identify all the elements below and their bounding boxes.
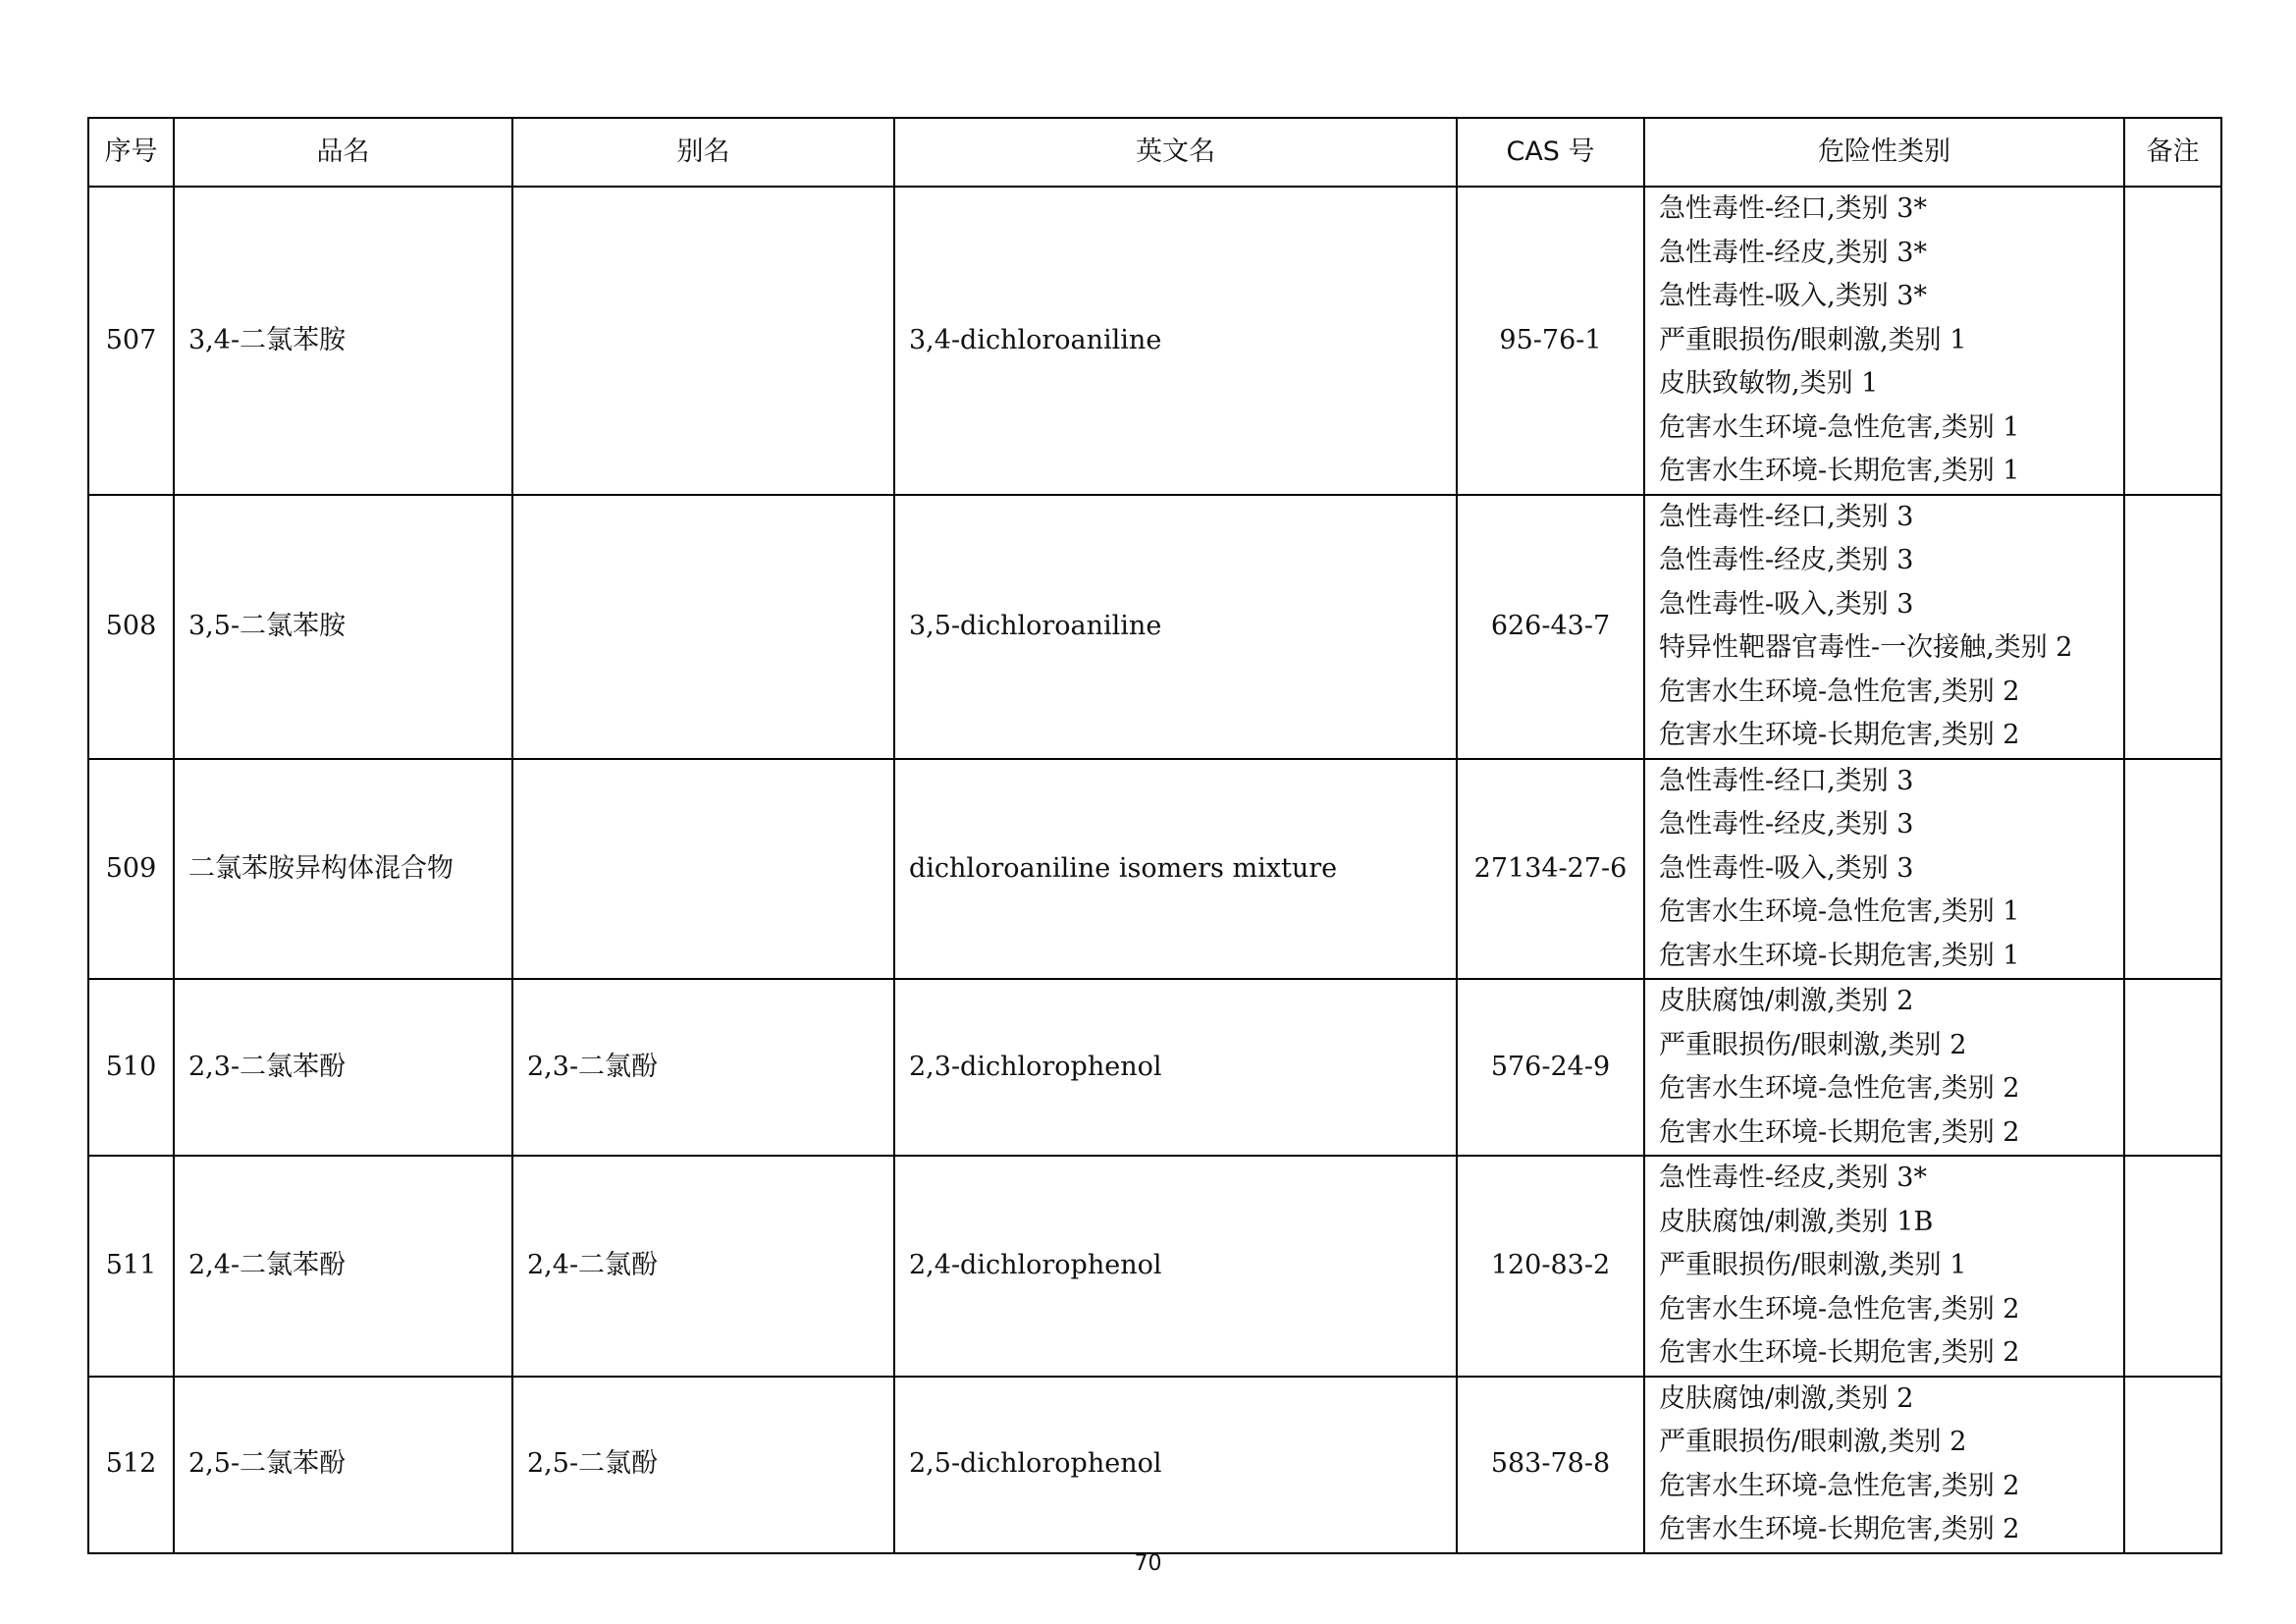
- hazard-class-line: 急性毒性-经皮,类别 3*: [1659, 1163, 1927, 1193]
- hazard-class-line: 严重眼损伤/眼刺激,类别 2: [1659, 1029, 1967, 1060]
- hazard-class-line: 危害水生环境-急性危害,类别 2: [1659, 1073, 2020, 1104]
- table-row: [88, 1156, 2221, 1377]
- cell-serial-number: 507: [88, 187, 174, 495]
- hazard-class-line: 危害水生环境-急性危害,类别 1: [1659, 411, 2020, 443]
- hazard-class-line: 急性毒性-经口,类别 3: [1659, 501, 1914, 532]
- cell-alias: [512, 187, 894, 495]
- cell-note: [2124, 187, 2221, 495]
- cell-cas-number: 27134-27-6: [1457, 759, 1644, 980]
- cell-cas-number: 626-43-7: [1457, 495, 1644, 759]
- hazard-class-line: 危害水生环境-急性危害,类别 1: [1659, 896, 2020, 927]
- page-number: 70: [1134, 1551, 1162, 1576]
- hazard-class-line: 皮肤腐蚀/刺激,类别 2: [1659, 986, 1914, 1016]
- cell-hazard-classes: [1644, 187, 2124, 495]
- cell-alias: [512, 495, 894, 759]
- cell-english-name: 2,3-dichlorophenol: [894, 979, 1457, 1156]
- hazard-class-line: 急性毒性-经皮,类别 3*: [1659, 237, 1927, 268]
- cell-product-name: 2,4-二氯苯酚: [174, 1156, 512, 1377]
- cell-serial-number: 508: [88, 495, 174, 759]
- cell-note: [2124, 495, 2221, 759]
- table-row: [88, 495, 2221, 759]
- hazard-class-line: 严重眼损伤/眼刺激,类别 1: [1659, 324, 1967, 355]
- cell-note: [2124, 979, 2221, 1156]
- header-cas: CAS 号: [1457, 118, 1644, 187]
- cell-note: [2124, 1156, 2221, 1377]
- header-note: 备注: [2124, 118, 2221, 187]
- cell-serial-number: 511: [88, 1156, 174, 1377]
- hazard-class-line: 皮肤腐蚀/刺激,类别 2: [1659, 1382, 1914, 1414]
- cell-hazard-classes: [1644, 495, 2124, 759]
- cell-cas-number: 576-24-9: [1457, 979, 1644, 1156]
- cell-alias: 2,3-二氯酚: [512, 979, 894, 1156]
- hazard-class-line: 急性毒性-经皮,类别 3: [1659, 809, 1914, 839]
- cell-cas-number: 120-83-2: [1457, 1156, 1644, 1377]
- cell-serial-number: 510: [88, 979, 174, 1156]
- header-english-name: 英文名: [894, 118, 1457, 187]
- cell-english-name: dichloroaniline isomers mixture: [894, 759, 1457, 980]
- hazard-class-line: 危害水生环境-长期危害,类别 2: [1659, 1514, 2020, 1544]
- cell-product-name: 3,5-二氯苯胺: [174, 495, 512, 759]
- hazard-class-line: 严重眼损伤/眼刺激,类别 2: [1659, 1427, 1967, 1457]
- hazard-class-line: 危害水生环境-长期危害,类别 1: [1659, 456, 2020, 486]
- cell-product-name: 3,4-二氯苯胺: [174, 187, 512, 495]
- cell-product-name: 2,3-二氯苯酚: [174, 979, 512, 1156]
- cell-serial-number: 509: [88, 759, 174, 980]
- cell-note: [2124, 759, 2221, 980]
- cell-english-name: 2,5-dichlorophenol: [894, 1377, 1457, 1553]
- cell-serial-number: 512: [88, 1377, 174, 1553]
- hazard-class-line: 危害水生环境-长期危害,类别 2: [1659, 720, 2020, 750]
- hazard-class-line: 严重眼损伤/眼刺激,类别 1: [1659, 1250, 1967, 1280]
- hazard-class-line: 危害水生环境-长期危害,类别 2: [1659, 1337, 2020, 1368]
- cell-english-name: 2,4-dichlorophenol: [894, 1156, 1457, 1377]
- header-alias: 别名: [512, 118, 894, 187]
- table-body: [88, 187, 2221, 1553]
- hazard-class-line: 急性毒性-经皮,类别 3: [1659, 545, 1914, 575]
- cell-alias: 2,5-二氯酚: [512, 1377, 894, 1553]
- cell-product-name: 二氯苯胺异构体混合物: [174, 759, 512, 980]
- hazard-class-line: 急性毒性-经口,类别 3*: [1659, 193, 1927, 224]
- hazard-class-line: 急性毒性-吸入,类别 3*: [1659, 281, 1927, 311]
- cell-alias: 2,4-二氯酚: [512, 1156, 894, 1377]
- cell-cas-number: 95-76-1: [1457, 187, 1644, 495]
- cell-hazard-classes: [1644, 979, 2124, 1156]
- cell-product-name: 2,5-二氯苯酚: [174, 1377, 512, 1553]
- table-row: [88, 187, 2221, 495]
- cell-english-name: 3,5-dichloroaniline: [894, 495, 1457, 759]
- hazard-class-line: 特异性靶器官毒性-一次接触,类别 2: [1659, 632, 2073, 663]
- cell-cas-number: 583-78-8: [1457, 1377, 1644, 1553]
- cell-alias: [512, 759, 894, 980]
- header-hazard-class: 危险性类别: [1644, 118, 2124, 187]
- table-row: [88, 759, 2221, 980]
- hazard-class-line: 危害水生环境-长期危害,类别 2: [1659, 1116, 2020, 1148]
- table-header-row: [88, 118, 2221, 187]
- hazard-class-line: 危害水生环境-长期危害,类别 1: [1659, 940, 2020, 971]
- hazard-class-line: 急性毒性-吸入,类别 3: [1659, 852, 1914, 884]
- hazard-class-line: 急性毒性-吸入,类别 3: [1659, 588, 1914, 620]
- hazard-class-line: 危害水生环境-急性危害,类别 2: [1659, 676, 2020, 707]
- cell-hazard-classes: [1644, 1156, 2124, 1377]
- cell-english-name: 3,4-dichloroaniline: [894, 187, 1457, 495]
- cell-hazard-classes: [1644, 1377, 2124, 1553]
- hazard-class-line: 危害水生环境-急性危害,类别 2: [1659, 1293, 2020, 1325]
- chemical-table: [87, 117, 2222, 1554]
- header-no: 序号: [88, 118, 174, 187]
- table-row: [88, 1377, 2221, 1553]
- cell-note: [2124, 1377, 2221, 1553]
- header-name: 品名: [174, 118, 512, 187]
- hazard-class-line: 急性毒性-经口,类别 3: [1659, 765, 1914, 796]
- hazard-class-line: 危害水生环境-急性危害,类别 2: [1659, 1470, 2020, 1501]
- hazard-class-line: 皮肤致敏物,类别 1: [1659, 368, 1879, 399]
- hazard-class-line: 皮肤腐蚀/刺激,类别 1B: [1659, 1206, 1934, 1237]
- table-row: [88, 979, 2221, 1156]
- cell-hazard-classes: [1644, 759, 2124, 980]
